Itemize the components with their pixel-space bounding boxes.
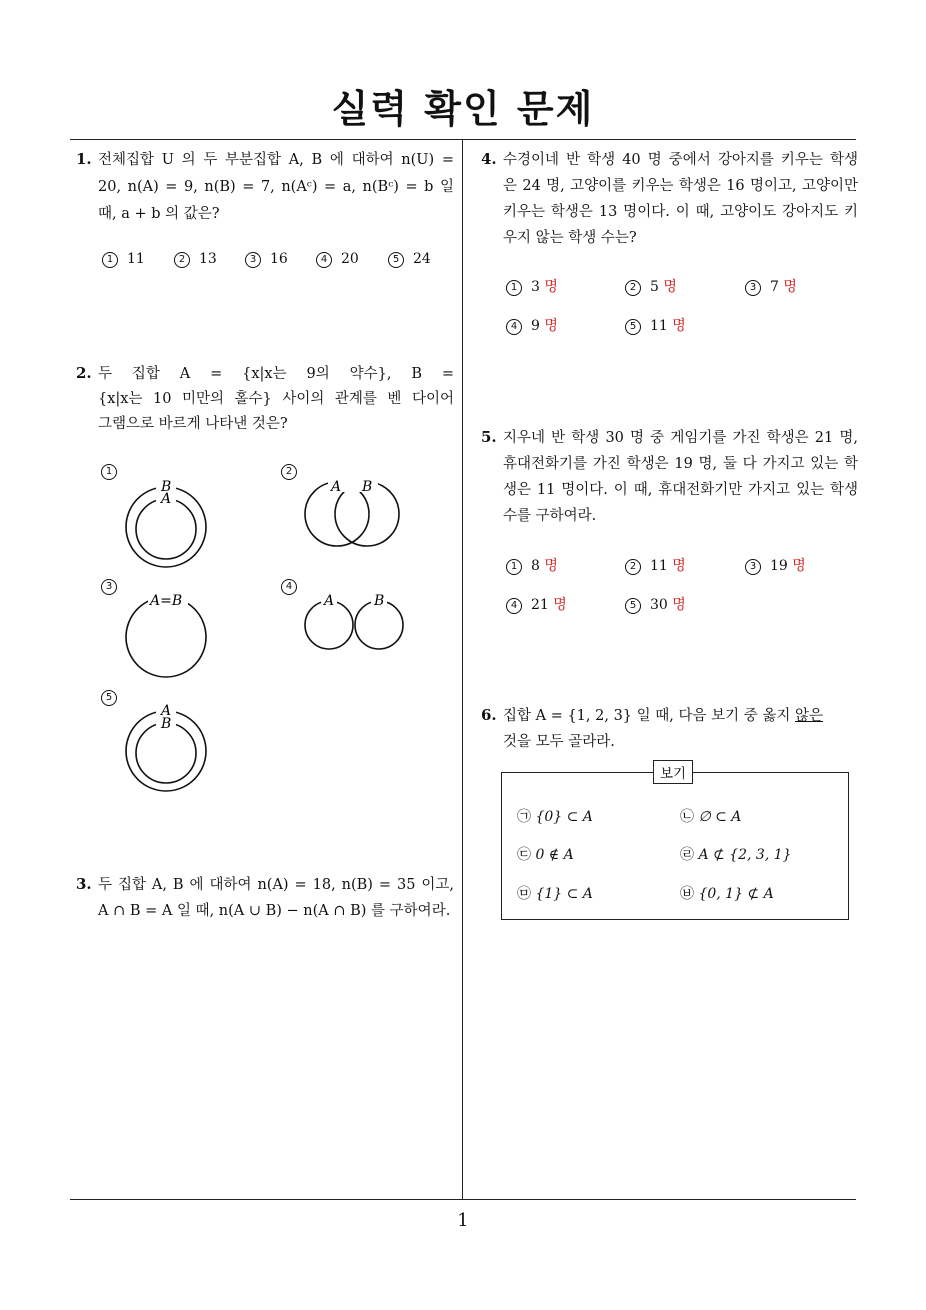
question-number: 4. — [481, 150, 497, 168]
answer-choice[interactable] — [745, 555, 806, 575]
choice-mark: 4 — [506, 598, 522, 614]
question-text: 그램으로 바르게 나타낸 것은? — [98, 416, 288, 432]
answer-choice[interactable] — [625, 315, 686, 335]
set-label: A — [161, 703, 172, 719]
question-text: 전체집합 U 의 두 부분집합 A, B 에 대하여 n(U) = — [98, 152, 454, 168]
choice-mark: 2 — [174, 252, 190, 268]
choice-mark: 2 — [281, 464, 297, 480]
venn-diagram-2 — [300, 478, 410, 550]
question-number: 1. — [76, 150, 92, 168]
question-text: 키우는 학생은 13 명이다. 이 때, 고양이도 강아지도 키 — [503, 204, 858, 220]
choice-mark: 3 — [745, 559, 761, 575]
question-text: 수를 구하여라. — [503, 508, 597, 524]
set-label: B — [362, 479, 373, 495]
choice-value: 11 — [650, 318, 668, 334]
set-label: B — [161, 479, 172, 495]
bogi-expr: {1} ⊂ A — [535, 886, 593, 902]
answer-choice[interactable] — [625, 555, 686, 575]
answer-choice[interactable] — [245, 251, 288, 268]
answer-choice[interactable] — [102, 251, 145, 268]
bogi-item[interactable] — [680, 883, 774, 903]
question-text: 지우네 반 학생 30 명 중 게임기를 가진 학생은 21 명, — [503, 430, 858, 446]
question-text: 두 집합 A = {x|x는 9의 약수}, B = — [98, 366, 454, 382]
venn-circle — [126, 597, 206, 677]
answer-choice[interactable] — [388, 251, 431, 268]
answer-choice[interactable] — [506, 594, 567, 614]
choice-mark: 1 — [102, 252, 118, 268]
choice-value: 20 — [341, 251, 359, 267]
bogi-mark: ㉤ — [517, 886, 531, 902]
bogi-expr: 0 ∉ A — [535, 847, 574, 863]
choice-mark: 1 — [506, 559, 522, 575]
bogi-item[interactable] — [517, 806, 593, 826]
question-text: 두 집합 A, B 에 대하여 n(A) = 18, n(B) = 35 이고, — [98, 877, 454, 893]
set-label: A=B — [150, 593, 183, 609]
choice-mark: 3 — [101, 579, 117, 595]
set-label: A — [161, 491, 172, 507]
choice-mark: 1 — [506, 280, 522, 296]
bogi-mark: ㉠ — [517, 809, 531, 825]
question-number: 3. — [76, 875, 92, 893]
choice-value: 5 — [650, 279, 659, 295]
choice-value: 7 — [770, 279, 779, 295]
page-title: 실력 확인 문제 — [331, 87, 595, 131]
question-number: 2. — [76, 364, 92, 382]
bogi-item[interactable] — [517, 883, 593, 903]
choice-value: 3 — [531, 279, 540, 295]
bogi-item[interactable] — [680, 844, 792, 864]
choice-mark: 1 — [101, 464, 117, 480]
choice-mark: 5 — [388, 252, 404, 268]
bogi-expr: {0, 1} ⊄ A — [698, 886, 774, 902]
top-rule — [70, 139, 856, 140]
choice-mark: 2 — [625, 280, 641, 296]
question-number: 5. — [481, 428, 497, 446]
page-number: 1 — [457, 1210, 469, 1231]
question-text: 휴대전화기를 가진 학생은 19 명, 둘 다 가지고 있는 학 — [503, 456, 858, 472]
choice-unit: 명 — [544, 558, 558, 574]
bogi-expr: A ⊄ {2, 3, 1} — [698, 847, 792, 863]
venn-diagram-4 — [300, 592, 410, 654]
venn-circle — [136, 499, 196, 559]
column-divider — [462, 139, 463, 1200]
question-text: 은 24 명, 고양이를 키우는 학생은 16 명이고, 고양이만 — [503, 178, 858, 194]
venn-diagram-3 — [120, 592, 214, 678]
answer-choice[interactable] — [174, 251, 217, 268]
bogi-mark: ㉣ — [680, 847, 694, 863]
bottom-rule — [70, 1199, 856, 1200]
bogi-item[interactable] — [680, 806, 741, 826]
set-label: B — [374, 593, 385, 609]
choice-unit: 명 — [792, 558, 806, 574]
choice-value: 11 — [650, 558, 668, 574]
question-text: 것을 모두 골라라. — [503, 734, 615, 750]
question-text: 우지 않는 학생 수는? — [503, 230, 637, 246]
bogi-mark: ㉥ — [680, 886, 694, 902]
bogi-item[interactable] — [517, 844, 574, 864]
question-text: {x|x는 10 미만의 홀수} 사이의 관계를 벤 다이어 — [98, 391, 454, 407]
question-number: 6. — [481, 706, 497, 724]
choice-value: 19 — [770, 558, 788, 574]
choice-mark: 2 — [625, 559, 641, 575]
choice-mark: 3 — [745, 280, 761, 296]
choice-mark: 4 — [506, 319, 522, 335]
choice-mark: 5 — [625, 598, 641, 614]
bogi-label: 보기 — [653, 760, 693, 784]
choice-unit: 명 — [672, 597, 686, 613]
choice-unit: 명 — [544, 279, 558, 295]
choice-value: 30 — [650, 597, 668, 613]
answer-choice[interactable] — [745, 276, 797, 296]
choice-value: 11 — [127, 251, 145, 267]
choice-value: 9 — [531, 318, 540, 334]
choice-unit: 명 — [672, 558, 686, 574]
set-label: A — [324, 593, 335, 609]
bogi-expr: ∅ ⊂ A — [698, 809, 742, 825]
bogi-mark: ㉢ — [517, 847, 531, 863]
question-text: 수경이네 반 학생 40 명 중에서 강아지를 키우는 학생 — [503, 152, 858, 168]
venn-circle — [136, 723, 196, 783]
choice-value: 8 — [531, 558, 540, 574]
choice-unit: 명 — [553, 597, 567, 613]
answer-choice[interactable] — [625, 276, 677, 296]
choice-unit: 명 — [544, 318, 558, 334]
choice-value: 24 — [413, 251, 431, 267]
choice-unit: 명 — [663, 279, 677, 295]
choice-mark: 5 — [625, 319, 641, 335]
question-text: 때, a + b 의 값은? — [98, 206, 220, 222]
choice-value: 13 — [199, 251, 217, 267]
bogi-expr: {0} ⊂ A — [535, 809, 593, 825]
venn-diagram-5 — [120, 702, 214, 792]
choice-mark: 4 — [281, 579, 297, 595]
answer-choice[interactable] — [506, 276, 558, 296]
choice-mark: 4 — [316, 252, 332, 268]
answer-choice[interactable] — [506, 555, 558, 575]
set-label: B — [161, 716, 172, 732]
choice-value: 21 — [531, 597, 549, 613]
question-text: 생은 11 명이다. 이 때, 휴대전화기만 가지고 있는 학생 — [503, 482, 858, 498]
question-text: 20, n(A) = 9, n(B) = 7, n(Aᶜ) = a, n(Bᶜ) = b 일 — [98, 179, 454, 195]
choice-unit: 명 — [783, 279, 797, 295]
choice-mark: 3 — [245, 252, 261, 268]
answer-choice[interactable] — [625, 594, 686, 614]
set-label: A — [331, 479, 342, 495]
bogi-mark: ㉡ — [680, 809, 694, 825]
choice-mark: 5 — [101, 690, 117, 706]
answer-choice[interactable] — [506, 315, 558, 335]
answer-choice[interactable] — [316, 251, 359, 268]
question-text — [503, 706, 858, 726]
choice-unit: 명 — [672, 318, 686, 334]
choice-value: 16 — [270, 251, 288, 267]
question-text: A ∩ B = A 일 때, n(A ∪ B) − n(A ∩ B) 를 구하여라. — [98, 903, 451, 919]
venn-diagram-1 — [120, 478, 214, 568]
question-text-part: 집합 A = {1, 2, 3} 일 때, 다음 보기 중 옳지 — [503, 708, 795, 724]
underlined-word: 않은 — [794, 708, 823, 724]
